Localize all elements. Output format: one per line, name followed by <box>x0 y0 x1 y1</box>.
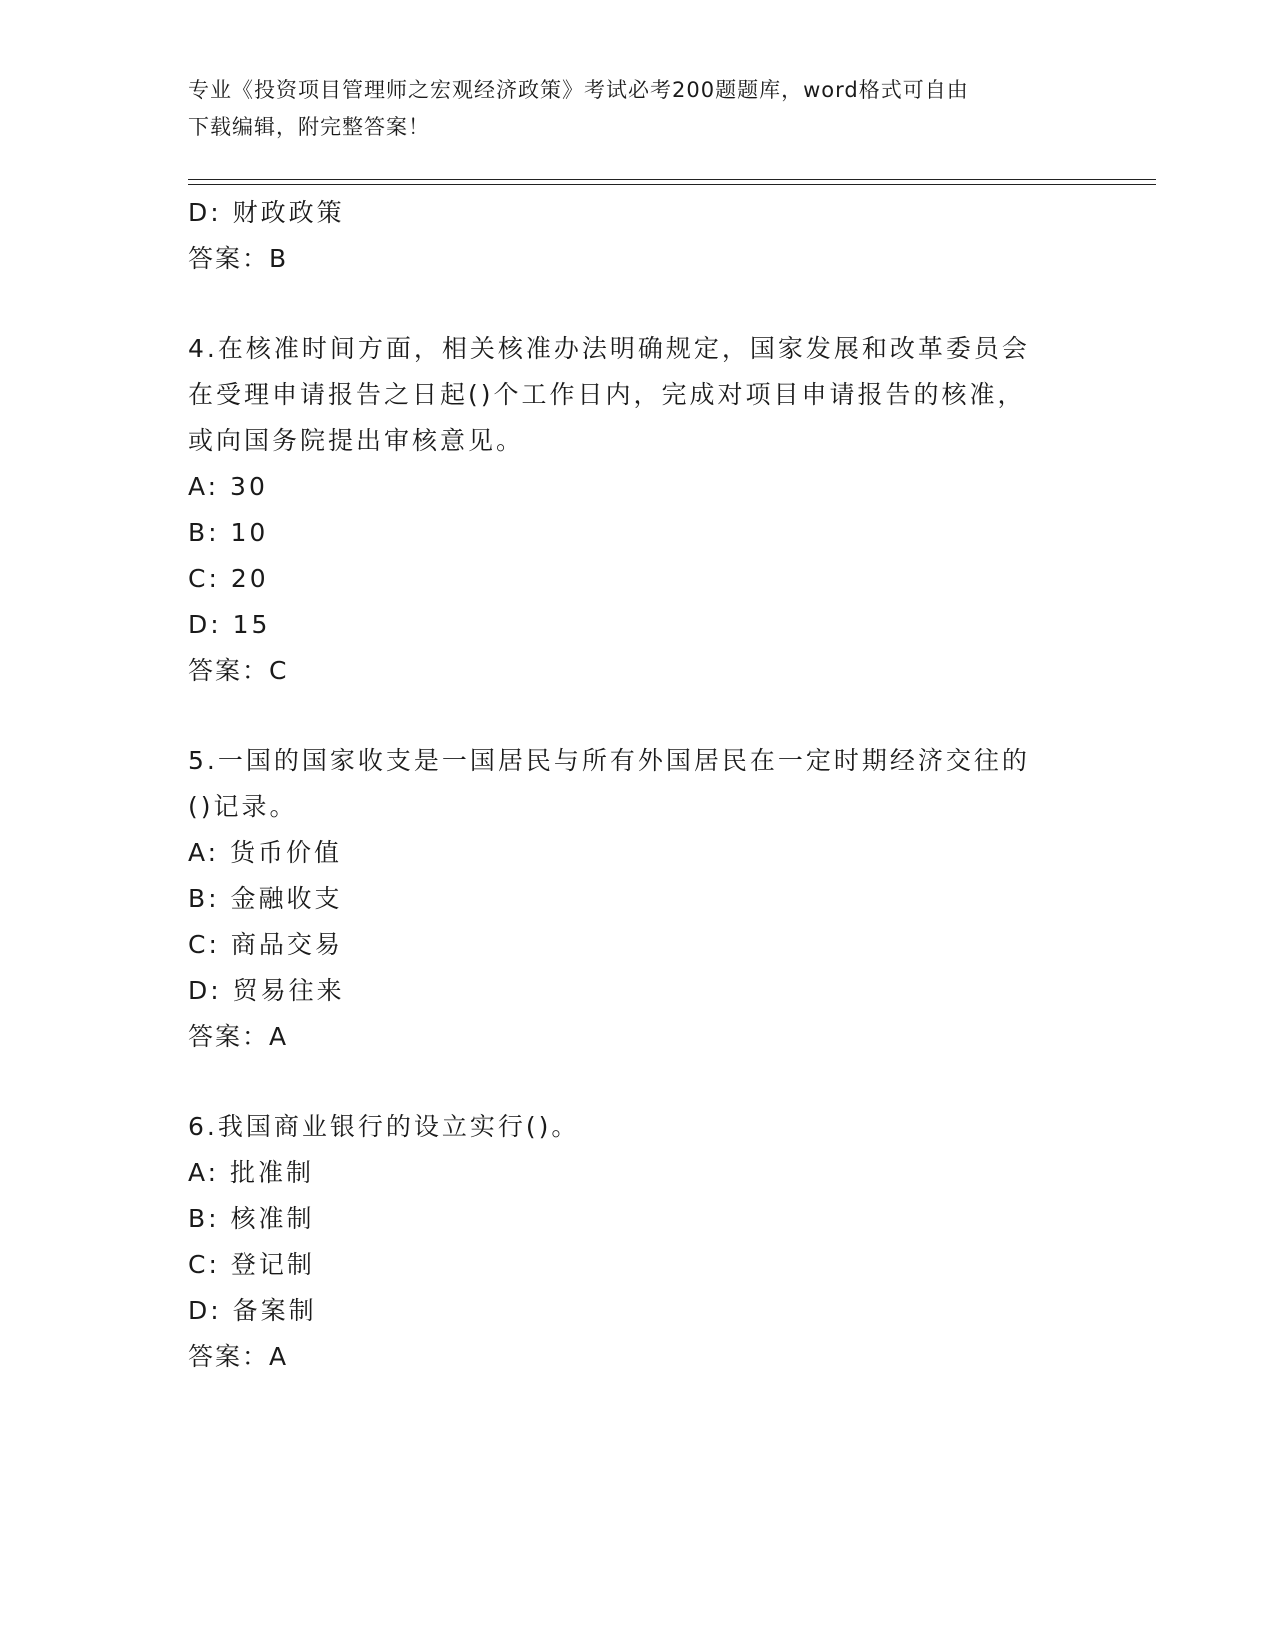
question-5 <box>188 738 1068 1060</box>
answer-line: 答案：A <box>188 1342 289 1371</box>
question-4 <box>188 326 1068 694</box>
question-stem-line: 6.我国商业银行的设立实行()。 <box>188 1112 580 1141</box>
question-stem-line: 或向国务院提出审核意见。 <box>188 426 525 455</box>
question-stem-line: 在受理申请报告之日起()个工作日内，完成对项目申请报告的核准， <box>188 380 1026 409</box>
option-a: A: 30 <box>188 472 268 501</box>
document-header <box>188 72 1068 146</box>
option-c: C: 登记制 <box>188 1250 315 1279</box>
question-stem-line: ()记录。 <box>188 792 298 821</box>
question-stem-line: 5.一国的国家收支是一国居民与所有外国居民在一定时期经济交往的 <box>188 746 1030 775</box>
answer-line: 答案：B <box>188 244 289 273</box>
option-d: D: 15 <box>188 610 271 639</box>
option-d: D: 备案制 <box>188 1296 317 1325</box>
answer-line: 答案：C <box>188 656 289 685</box>
option-b: B: 10 <box>188 518 269 547</box>
option-b: B: 金融收支 <box>188 884 343 913</box>
question-6 <box>188 1104 1068 1380</box>
header-line-1: 专业《投资项目管理师之宏观经济政策》考试必考200题题库，word格式可自由 <box>188 78 969 102</box>
header-line-2: 下载编辑，附完整答案！ <box>188 115 430 139</box>
answer-line: 答案：A <box>188 1022 289 1051</box>
spacer <box>188 694 1068 738</box>
question-content <box>188 190 1068 1380</box>
option-d: D: 贸易往来 <box>188 976 345 1005</box>
option-d: D: 财政政策 <box>188 198 345 227</box>
carryover-question <box>188 190 1068 282</box>
header-rule-top <box>188 179 1156 180</box>
question-stem-line: 4.在核准时间方面，相关核准办法明确规定，国家发展和改革委员会 <box>188 334 1030 363</box>
option-c: C: 20 <box>188 564 269 593</box>
option-a: A: 货币价值 <box>188 838 343 867</box>
option-c: C: 商品交易 <box>188 930 343 959</box>
spacer <box>188 1060 1068 1104</box>
option-a: A: 批准制 <box>188 1158 315 1187</box>
spacer <box>188 282 1068 326</box>
option-b: B: 核准制 <box>188 1204 315 1233</box>
header-rule-bottom <box>188 184 1156 185</box>
